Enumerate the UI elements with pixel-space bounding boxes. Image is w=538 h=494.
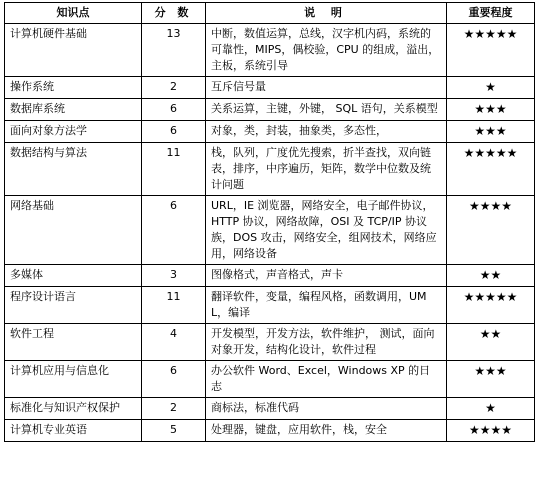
description-cell: 对象，类，封装，抽象类，多态性， [206, 121, 447, 143]
importance-stars: ★★ [479, 327, 502, 341]
importance-cell [447, 121, 535, 143]
table-row [5, 196, 535, 265]
importance-stars: ★★★★ [468, 199, 513, 213]
description-cell: 中断，数值运算，总线，汉字机内码，系统的可靠性，MIPS，偶校验，CPU 的组成，溢出，主板，系统引导 [206, 24, 447, 77]
score-cell: 5 [142, 420, 206, 442]
score-cell: 2 [142, 77, 206, 99]
importance-stars: ★★ [479, 268, 502, 282]
score-cell: 3 [142, 265, 206, 287]
header-topic: 知识点 [5, 3, 142, 24]
table-row [5, 324, 535, 361]
description-cell: 办公软件 Word、Excel，Windows XP 的日志 [206, 361, 447, 398]
description-cell: 图像格式，声音格式，声卡 [206, 265, 447, 287]
table-row [5, 420, 535, 442]
importance-cell [447, 324, 535, 361]
importance-cell [447, 99, 535, 121]
importance-stars: ★★★ [474, 102, 507, 116]
score-cell: 11 [142, 143, 206, 196]
table-row [5, 99, 535, 121]
importance-stars: ★★★★★ [463, 27, 518, 41]
topic-cell: 软件工程 [5, 324, 142, 361]
table-row [5, 24, 535, 77]
topic-cell: 计算机应用与信息化 [5, 361, 142, 398]
importance-stars: ★★★★★ [463, 290, 518, 304]
importance-stars: ★★★★★ [463, 146, 518, 160]
score-cell: 6 [142, 361, 206, 398]
topic-cell: 数据库系统 [5, 99, 142, 121]
table-row [5, 361, 535, 398]
header-description: 说 明 [206, 3, 447, 24]
description-cell: 栈，队列，广度优先搜索，折半查找，双向链表，排序，中序遍历，矩阵，数学中位数及统计问题 [206, 143, 447, 196]
description-cell: 商标法，标准代码 [206, 398, 447, 420]
topic-cell: 数据结构与算法 [5, 143, 142, 196]
score-cell: 2 [142, 398, 206, 420]
header-score: 分 数 [142, 3, 206, 24]
topic-cell: 操作系统 [5, 77, 142, 99]
knowledge-points-table [4, 2, 535, 442]
importance-stars: ★ [485, 401, 496, 415]
description-cell: 翻译软件，变量，编程风格，函数调用，UML，编译 [206, 287, 447, 324]
description-cell: URL，IE 浏览器，网络安全，电子邮件协议，HTTP 协议，网络故障，OSI 及 TCP/IP 协议族，DOS 攻击，网络安全，组网技术，网络应用，网络设备 [206, 196, 447, 265]
importance-cell [447, 398, 535, 420]
description-cell: 关系运算，主键，外键， SQL 语句，关系模型 [206, 99, 447, 121]
topic-cell: 程序设计语言 [5, 287, 142, 324]
description-cell: 处理器，键盘，应用软件，栈，安全 [206, 420, 447, 442]
importance-cell [447, 265, 535, 287]
knowledge-table-container [4, 2, 534, 442]
importance-cell [447, 24, 535, 77]
score-cell: 6 [142, 121, 206, 143]
description-cell: 开发模型，开发方法，软件维护， 测试，面向对象开发，结构化设计，软件过程 [206, 324, 447, 361]
topic-cell: 计算机专业英语 [5, 420, 142, 442]
score-cell: 4 [142, 324, 206, 361]
importance-stars: ★★★★ [468, 423, 513, 437]
topic-cell: 多媒体 [5, 265, 142, 287]
table-row [5, 287, 535, 324]
importance-cell [447, 420, 535, 442]
table-row [5, 265, 535, 287]
importance-cell [447, 361, 535, 398]
importance-cell [447, 196, 535, 265]
importance-cell [447, 287, 535, 324]
table-row [5, 121, 535, 143]
table-row [5, 398, 535, 420]
description-cell: 互斥信号量 [206, 77, 447, 99]
importance-cell [447, 77, 535, 99]
importance-cell [447, 143, 535, 196]
score-cell: 6 [142, 196, 206, 265]
header-row [5, 3, 535, 24]
table-row [5, 143, 535, 196]
importance-stars: ★★★ [474, 364, 507, 378]
importance-stars: ★★★ [474, 124, 507, 138]
importance-stars: ★ [485, 80, 496, 94]
score-cell: 13 [142, 24, 206, 77]
topic-cell: 标准化与知识产权保护 [5, 398, 142, 420]
score-cell: 6 [142, 99, 206, 121]
topic-cell: 网络基础 [5, 196, 142, 265]
topic-cell: 面向对象方法学 [5, 121, 142, 143]
topic-cell: 计算机硬件基础 [5, 24, 142, 77]
table-row [5, 77, 535, 99]
score-cell: 11 [142, 287, 206, 324]
header-importance: 重要程度 [447, 3, 535, 24]
